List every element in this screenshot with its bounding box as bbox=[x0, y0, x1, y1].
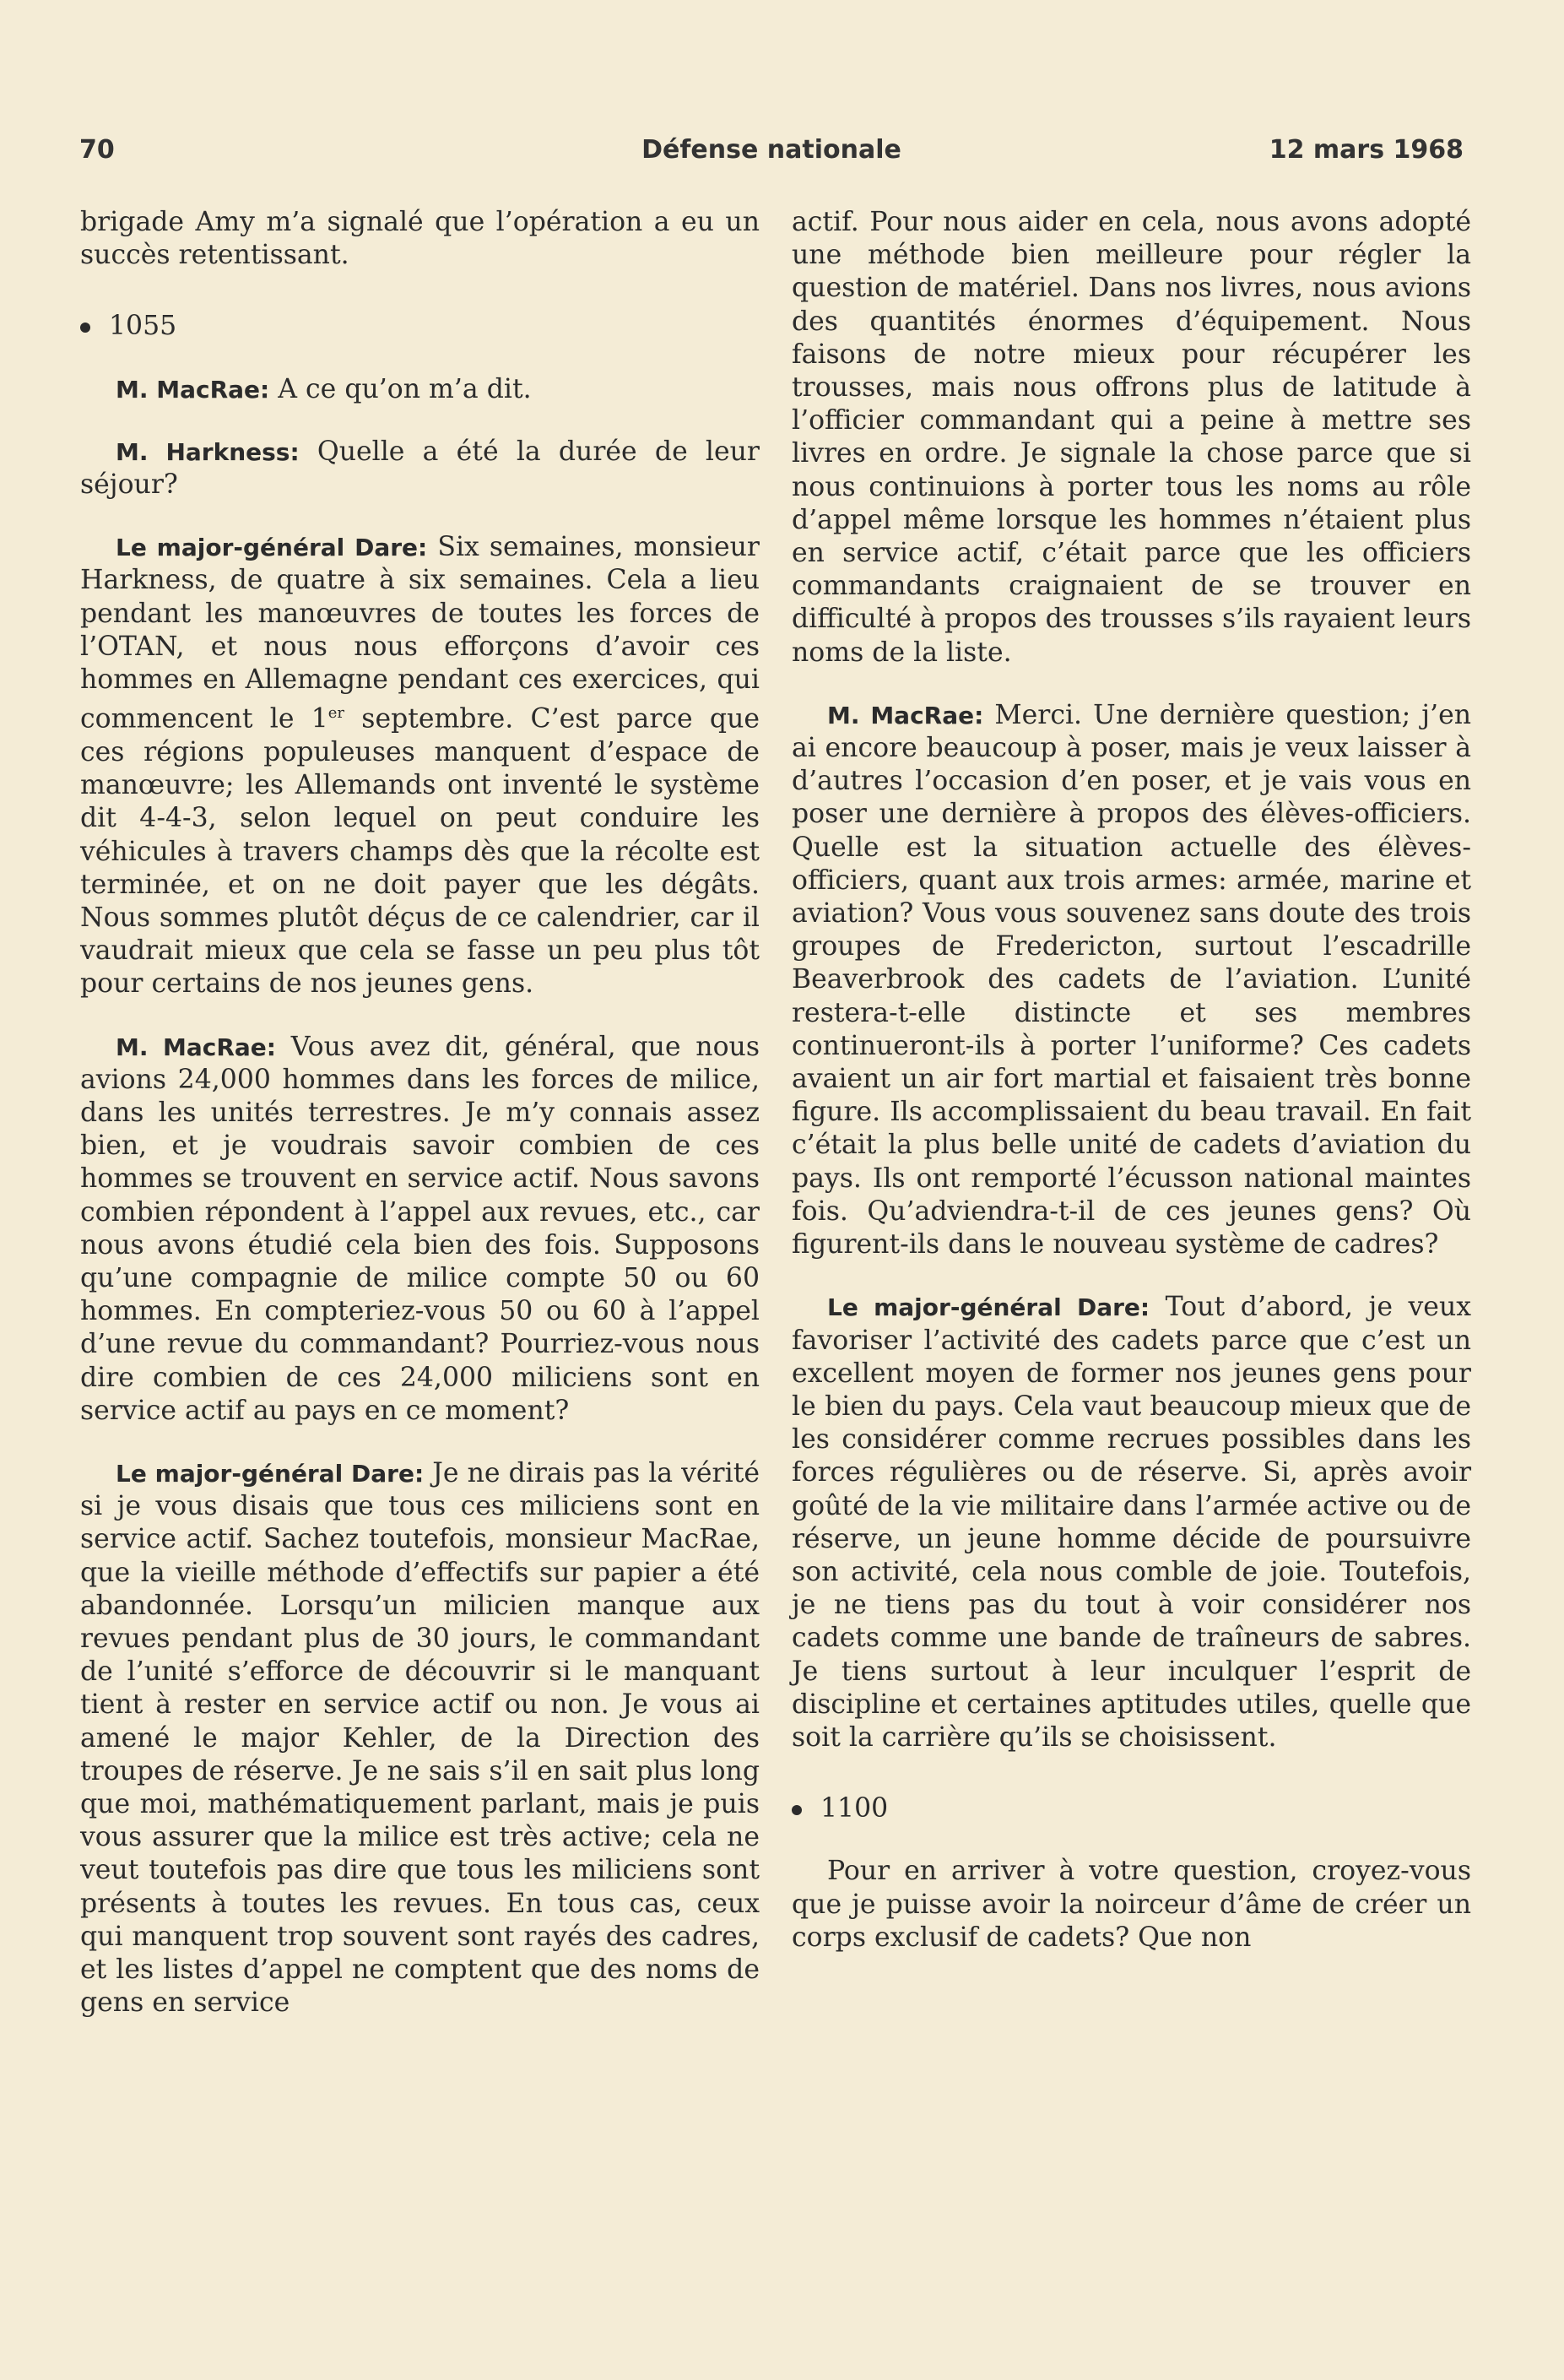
paragraph: brigade Amy m’a signalé que l’opération a eu un succès retentissant. bbox=[80, 207, 760, 271]
speaker-name: Le major-général Dare: bbox=[827, 1293, 1150, 1322]
superscript: er bbox=[327, 704, 345, 723]
right-column bbox=[792, 206, 1471, 1954]
paragraph: Pour en arriver à votre question, croyez-vous que je puisse avoir la noirceur d’âme de créer un corps exclusif de cadets? Que non bbox=[792, 1856, 1471, 1953]
paragraph bbox=[80, 531, 760, 1000]
paragraph bbox=[792, 1291, 1471, 1754]
speech-text: Merci. Une dernière question; j’en ai encore beaucoup à poser, mais je veux laisser à d’autres l’occasion d’en poser, et je vais vous en poser une dernière à propos des élèves-officiers. Quelle est la situation actuelle des élèves-officiers, quant aux trois armes: armée, marine et aviation? Vous vous souvenez sans doute des trois groupes de Fredericton, surtout l’escadrille Beaverbrook des cadets de l’aviation. L’unité restera-t-elle distincte et ses membres continueront-ils à porter l’uniforme? Ces cadets avaient un air fort martial et faisaient très bonne figure. Ils accomplissaient du beau travail. En fait c’était la plus belle unité de cadets d’aviation du pays. Ils ont remporté l’écusson national maintes fois. Qu’adviendra-t-il de ces jeunes gens? Où figurent-ils dans le nouveau système de cadres? bbox=[792, 699, 1471, 1260]
time-marker-text: 1100 bbox=[820, 1793, 889, 1824]
page-number: 70 bbox=[79, 135, 115, 165]
time-marker-text: 1055 bbox=[109, 311, 177, 342]
paragraph bbox=[80, 436, 760, 501]
bullet-icon bbox=[792, 1805, 802, 1815]
page-date: 12 mars 1968 bbox=[1269, 135, 1464, 165]
speaker-name: Le major-général Dare: bbox=[116, 534, 428, 562]
speech-text: Je ne dirais pas la vérité si je vous disais que tous ces miliciens sont en service actif. Sachez toutefois, monsieur MacRae, que la vieille méthode d’effectifs sur papier a été abandonnée. Lorsqu’un milicien manque aux revues pendant plus de 30 jours, le commandant de l’unité s’efforce de découvrir si le manquant tient à rester en service actif ou non. Je vous ai amené le major Kehler, de la Direction des troupes de réserve. Je ne sais s’il en sait plus long que moi, mathématiquement parlant, mais je puis vous assurer que la milice est très active; cela ne veut toutefois pas dire que tous les miliciens sont présents à toutes les revues. En tous cas, ceux qui manquent trop souvent sont rayés des cadres, et les listes d’appel ne comptent que des noms de gens en service bbox=[80, 1458, 760, 2019]
bullet-icon bbox=[80, 323, 90, 333]
page-header bbox=[79, 135, 1464, 177]
time-marker bbox=[792, 1792, 1471, 1825]
speech-text: Quelle a été la durée de leur séjour? bbox=[80, 436, 760, 501]
speech-text: Vous avez dit, général, que nous avions 24,000 hommes dans les forces de milice, dans les unités terrestres. Je m’y connais assez bien, et je voudrais savoir combien de ces hommes se trouvent en service actif. Nous savons combien répondent à l’appel aux revues, etc., car nous avons étudié cela bien des fois. Supposons qu’une compagnie de milice compte 50 ou 60 hommes. En compteriez-vous 50 ou 60 à l’appel d’une revue du commandant? Pourriez-vous nous dire combien de ces 24,000 miliciens sont en service actif au pays en ce moment? bbox=[80, 1031, 760, 1426]
paragraph: actif. Pour nous aider en cela, nous avons adopté une méthode bien meilleure pour régler la question de matériel. Dans nos livres, nous avions des quantités énormes d’équipement. Nous faisons de notre mieux pour récupérer les trousses, mais nous offrons plus de latitude à l’officier commandant qui a peine à mettre ses livres en ordre. Je signale la chose parce que si nous continuions à porter tous les noms au rôle d’appel même lorsque les hommes n’étaient plus en service actif, c’était parce que les officiers commandants craignaient de se trouver en difficulté à propos des trousses s’ils rayaient leurs noms de la liste. bbox=[792, 207, 1471, 668]
speaker-name: M. MacRae: bbox=[827, 701, 984, 729]
speaker-name: M. MacRae: bbox=[116, 375, 270, 404]
paragraph bbox=[80, 1031, 760, 1428]
paragraph bbox=[80, 1457, 760, 2019]
time-marker bbox=[80, 310, 760, 343]
paragraph bbox=[80, 373, 760, 406]
page-title: Défense nationale bbox=[641, 135, 901, 165]
speech-text: septembre. C’est parce que ces régions populeuses manquent d’espace de manœuvre; les Allemands ont inventé le système dit 4-4-3, selon lequel on peut conduire les véhicules à travers champs dès que la récolte est terminée, et on ne doit payer que les dégâts. Nous sommes plutôt déçus de ce calendrier, car il vaudrait mieux que cela se fasse un peu plus tôt pour certains de nos jeunes gens. bbox=[80, 703, 760, 1000]
left-column bbox=[80, 206, 760, 2019]
speaker-name: Le major-général Dare: bbox=[116, 1460, 425, 1488]
speaker-name: M. MacRae: bbox=[116, 1033, 276, 1061]
speech-text: A ce qu’on m’a dit. bbox=[269, 373, 532, 404]
speech-text: Six semaines, monsieur Harkness, de quatre à six semaines. Cela a lieu pendant les manœuvres de toutes les forces de l’OTAN, et nous nous efforçons d’avoir ces hommes en Allemagne pendant ces exercices, qui commencent le 1 bbox=[80, 532, 760, 735]
paragraph bbox=[792, 699, 1471, 1261]
speech-text: Tout d’abord, je veux favoriser l’activité des cadets parce que c’est un excellent moyen de former nos jeunes gens pour le bien du pays. Cela vaut beaucoup mieux que de les considérer comme recrues possibles dans les forces régulières ou de réserve. Si, après avoir goûté de la vie militaire dans l’armée active ou de réserve, un jeune homme décide de poursuivre son activité, cela nous comble de joie. Toutefois, je ne tiens pas du tout à voir considérer nos cadets comme une bande de traîneurs de sabres. Je tiens surtout à leur inculquer l’esprit de discipline et certaines aptitudes utiles, quelle que soit la carrière qu’ils se choisissent. bbox=[792, 1292, 1471, 1753]
speaker-name: M. Harkness: bbox=[116, 437, 300, 466]
